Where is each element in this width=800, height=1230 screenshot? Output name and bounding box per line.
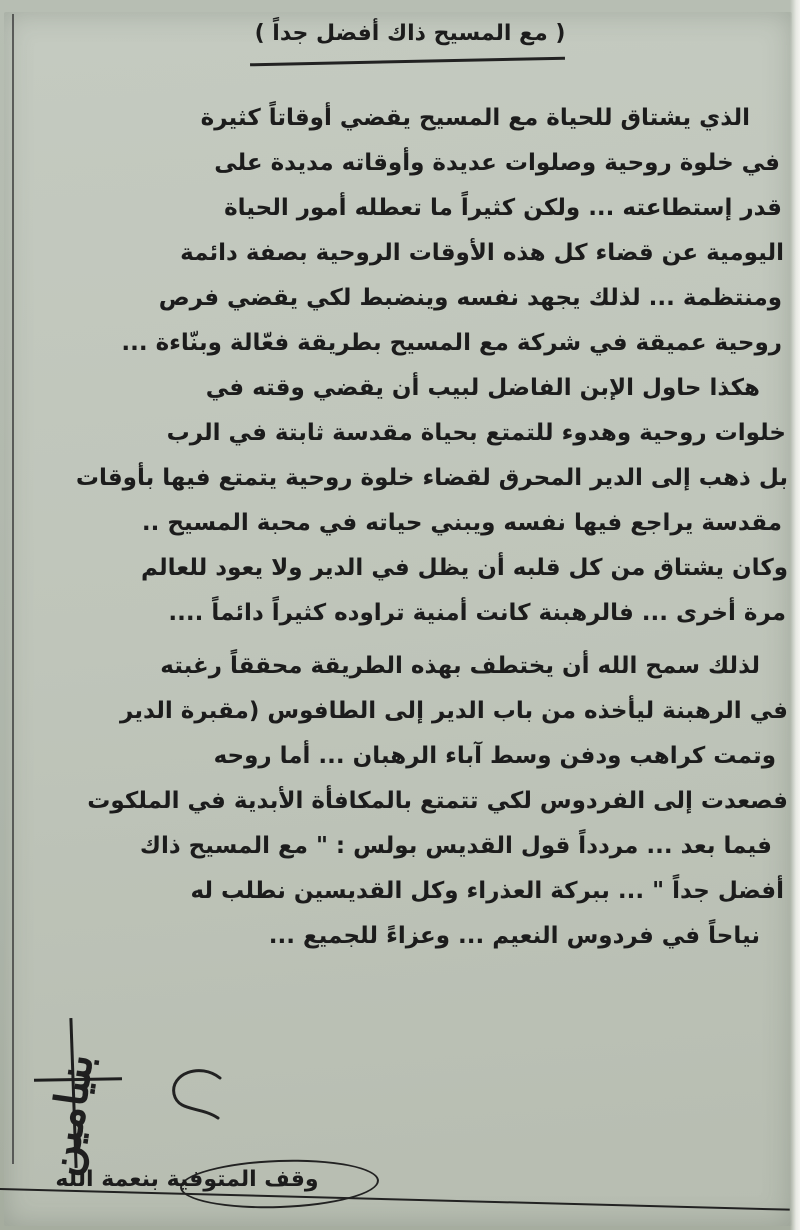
body-line: اليومية عن قضاء كل هذه الأوقات الروحية بصفة دائمة xyxy=(180,240,784,266)
body-line: وتمت كراهب ودفن وسط آباء الرهبان ... أما روحه xyxy=(213,743,776,769)
body-line: خلوات روحية وهدوء للتمتع بحياة مقدسة ثابتة في الرب xyxy=(166,420,786,446)
pen-flourish-icon xyxy=(160,1060,240,1130)
body-line: هكذا حاول الإبن الفاضل لبيب أن يقضي وقته في xyxy=(205,375,760,401)
body-line: الذي يشتاق للحياة مع المسيح يقضي أوقاتاً كثيرة xyxy=(200,105,750,131)
body-line: قدر إستطاعته ... ولكن كثيراً ما تعطله أمور الحياة xyxy=(224,195,782,221)
body-line: فيما بعد ... مردداً قول القديس بولس : " مع المسيح ذاك xyxy=(139,833,772,859)
body-line: مرة أخرى ... فالرهبنة كانت أمنية تراوده كثيراً دائماً .... xyxy=(168,600,786,626)
body-line: لذلك سمح الله أن يختطف بهذه الطريقة محققاً رغبته xyxy=(160,653,760,679)
body-line: بل ذهب إلى الدير المحرق لقضاء خلوة روحية يتمتع فيها بأوقات xyxy=(75,465,788,491)
footer-area xyxy=(0,1010,800,1230)
title-block xyxy=(200,18,620,50)
body-line: أفضل جداً " ... ببركة العذراء وكل القديسين نطلب له xyxy=(190,878,784,904)
margin-rule xyxy=(12,14,14,1164)
signature: بنيامين xyxy=(36,1050,104,1179)
body-line: ومنتظمة ... لذلك يجهد نفسه وينضبط لكي يقضي فرص xyxy=(158,285,782,311)
body-line: فصعدت إلى الفردوس لكي تتمتع بالمكافأة الأبدية في الملكوت xyxy=(87,788,788,814)
footer-line: وقف المتوفية بنعمة الله xyxy=(55,1167,319,1192)
body-line: في الرهبنة ليأخذه من باب الدير إلى الطافوس (مقبرة الدير xyxy=(120,698,788,724)
body-line: نياحاً في فردوس النعيم ... وعزاءً للجميع ... xyxy=(268,923,760,949)
body-line: مقدسة يراجع فيها نفسه ويبني حياته في محبة المسيح .. xyxy=(141,510,782,536)
body-line: وكان يشتاق من كل قلبه أن يظل في الدير ولا يعود للعالم xyxy=(140,555,788,581)
page-edge xyxy=(790,0,800,1230)
page-title: ( مع المسيح ذاك أفضل جداً ) xyxy=(254,21,566,46)
body-line: في خلوة روحية وصلوات عديدة وأوقاته مديدة على xyxy=(214,150,780,176)
body-line: روحية عميقة في شركة مع المسيح بطريقة فعّالة وبنّاءة ... xyxy=(121,330,782,356)
body-text xyxy=(20,96,790,959)
